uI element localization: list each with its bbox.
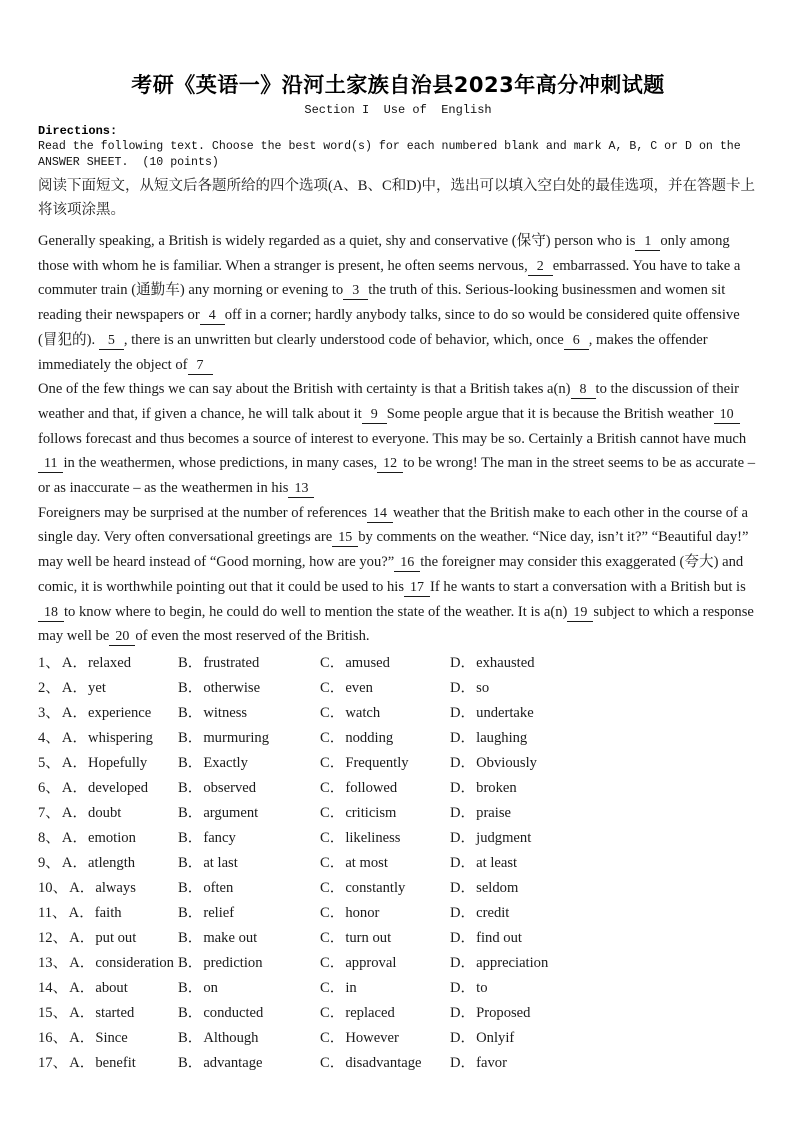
directions-heading: Directions: [38, 124, 118, 138]
option-c [320, 951, 450, 976]
option-letter: D． [450, 929, 476, 946]
option-text: praise [476, 804, 511, 821]
option-letter: B． [178, 754, 203, 771]
option-text: watch [345, 704, 381, 721]
cloze-blank-4: 4 [200, 307, 225, 325]
option-letter: D． [450, 679, 476, 696]
option-letter: C． [320, 1004, 345, 1021]
cloze-blank-13: 13 [288, 480, 314, 498]
option-letter: C． [320, 1029, 345, 1046]
question-row [38, 876, 758, 901]
question-row [38, 701, 758, 726]
question-number: 3、 [38, 704, 60, 721]
option-text: likeliness [345, 829, 401, 846]
option-d [450, 676, 758, 701]
option-a [38, 1001, 178, 1026]
option-a [38, 1026, 178, 1051]
option-d [450, 726, 758, 751]
option-letter: A． [61, 654, 88, 671]
option-letter: C． [320, 779, 345, 796]
cloze-blank-19: 19 [567, 604, 593, 622]
option-text: whispering [88, 729, 153, 746]
option-text: Since [95, 1029, 128, 1046]
option-text: murmuring [203, 729, 269, 746]
question-number: 6、 [38, 779, 60, 796]
option-c [320, 776, 450, 801]
option-letter: D． [450, 1054, 476, 1071]
option-text: Proposed [476, 1004, 531, 1021]
question-row [38, 1026, 758, 1051]
option-b [178, 676, 320, 701]
option-letter: A． [61, 754, 88, 771]
option-text: benefit [95, 1054, 136, 1071]
option-c [320, 901, 450, 926]
option-text: developed [88, 779, 149, 796]
cloze-blank-11: 11 [38, 455, 63, 473]
question-number: 12、 [38, 929, 68, 946]
option-text: always [95, 879, 136, 896]
option-letter: C． [320, 879, 345, 896]
option-text: witness [203, 704, 248, 721]
option-text: otherwise [203, 679, 261, 696]
option-text: appreciation [476, 954, 549, 971]
option-letter: B． [178, 979, 203, 996]
option-letter: B． [178, 704, 203, 721]
question-number: 9、 [38, 854, 60, 871]
option-text: Although [203, 1029, 259, 1046]
option-letter: D． [450, 729, 476, 746]
option-text: advantage [203, 1054, 263, 1071]
option-letter: A． [61, 804, 88, 821]
option-letter: C． [320, 904, 345, 921]
option-text: honor [345, 904, 380, 921]
option-text: amused [345, 654, 390, 671]
cloze-blank-5: 5 [99, 332, 124, 350]
cloze-blank-15: 15 [332, 529, 358, 547]
option-letter: D． [450, 829, 476, 846]
option-text: However [345, 1029, 399, 1046]
option-b [178, 1026, 320, 1051]
cloze-blank-12: 12 [377, 455, 403, 473]
option-text: Exactly [203, 754, 248, 771]
option-text: nodding [345, 729, 394, 746]
option-letter: C． [320, 654, 345, 671]
question-number: 1、 [38, 654, 60, 671]
question-number: 13、 [38, 954, 68, 971]
option-letter: A． [69, 879, 95, 896]
question-number: 8、 [38, 829, 60, 846]
option-letter: B． [178, 679, 203, 696]
option-letter: A． [69, 954, 95, 971]
option-text: at most [345, 854, 388, 871]
option-letter: A． [68, 904, 94, 921]
option-letter: D． [450, 779, 476, 796]
question-number: 16、 [38, 1029, 68, 1046]
option-letter: C． [320, 679, 345, 696]
option-a [38, 676, 178, 701]
option-letter: B． [178, 1054, 203, 1071]
option-c [320, 826, 450, 851]
option-text: turn out [345, 929, 392, 946]
question-number: 17、 [38, 1054, 68, 1071]
option-d [450, 1051, 758, 1076]
option-letter: A． [69, 1004, 95, 1021]
question-row [38, 851, 758, 876]
directions-english: Read the following text. Choose the best word(s) for each numbered blank and mark A, B, C or D on the ANSWER SHEET. (10 points) [38, 140, 748, 169]
option-letter: A． [61, 704, 88, 721]
question-row [38, 976, 758, 1001]
option-text: to [476, 979, 488, 996]
option-text: Frequently [345, 754, 409, 771]
question-row [38, 676, 758, 701]
option-text: in [345, 979, 357, 996]
option-a [38, 701, 178, 726]
cloze-blank-16: 16 [394, 554, 420, 572]
cloze-blank-6: 6 [564, 332, 589, 350]
question-row [38, 826, 758, 851]
option-letter: B． [178, 829, 203, 846]
option-a [38, 801, 178, 826]
option-letter: C． [320, 729, 345, 746]
option-letter: D． [450, 854, 476, 871]
passage-paragraph: One of the few things we can say about the British with certainty is that a British takes a(n) 8 to the discussion of their weather and that, if given a chance, he will talk about it 9 Some people argue that it is because the British weather 10follows forecast and thus becomes a source of interest to everyone. This may be so. Certainly a British cannot have much11 in the weathermen, whose predictions, in many cases, 12 to be wrong! The man in the street seems to be as accurate – or as inaccurate – as the weathermen in his 13 [38, 381, 756, 497]
option-d [450, 826, 758, 851]
option-b [178, 1001, 320, 1026]
cloze-blank-9: 9 [362, 406, 387, 424]
option-c [320, 976, 450, 1001]
option-d [450, 851, 758, 876]
question-row [38, 926, 758, 951]
option-letter: B． [178, 1029, 203, 1046]
option-b [178, 826, 320, 851]
option-text: consideration [95, 954, 174, 971]
option-text: conducted [203, 1004, 264, 1021]
option-text: replaced [345, 1004, 395, 1021]
option-d [450, 701, 758, 726]
page-title: 考研《英语一》沿河土家族自治县2023年高分冲刺试题 [131, 73, 665, 97]
option-text: atlength [88, 854, 136, 871]
option-letter: D． [450, 979, 476, 996]
option-letter: D． [450, 754, 476, 771]
option-text: at least [476, 854, 518, 871]
option-letter: B． [178, 954, 203, 971]
option-text: relief [203, 904, 235, 921]
question-row [38, 1001, 758, 1026]
option-letter: A． [61, 679, 88, 696]
option-text: judgment [476, 829, 532, 846]
option-b [178, 1051, 320, 1076]
option-c [320, 1026, 450, 1051]
option-text: make out [203, 929, 258, 946]
option-a [38, 901, 178, 926]
question-row [38, 901, 758, 926]
option-c [320, 726, 450, 751]
option-letter: D． [450, 954, 476, 971]
option-c [320, 701, 450, 726]
option-text: criticism [345, 804, 397, 821]
option-d [450, 976, 758, 1001]
option-a [38, 776, 178, 801]
option-a [38, 1051, 178, 1076]
question-number: 11、 [38, 904, 67, 921]
cloze-blank-2: 2 [528, 258, 553, 276]
option-letter: D． [450, 654, 476, 671]
option-b [178, 926, 320, 951]
option-letter: D． [450, 704, 476, 721]
option-text: yet [88, 679, 106, 696]
option-text: credit [476, 904, 510, 921]
option-letter: A． [69, 1029, 95, 1046]
question-number: 15、 [38, 1004, 68, 1021]
question-number: 2、 [38, 679, 60, 696]
question-row [38, 651, 758, 676]
option-b [178, 776, 320, 801]
option-letter: B． [178, 779, 203, 796]
option-text: followed [345, 779, 398, 796]
question-number: 7、 [38, 804, 60, 821]
option-d [450, 776, 758, 801]
option-text: about [95, 979, 128, 996]
option-letter: D． [450, 804, 476, 821]
option-text: constantly [345, 879, 406, 896]
option-b [178, 951, 320, 976]
option-text: find out [476, 929, 522, 946]
option-text: Onlyif [476, 1029, 515, 1046]
option-letter: B． [178, 879, 203, 896]
option-c [320, 651, 450, 676]
option-text: even [345, 679, 373, 696]
option-letter: B． [178, 654, 203, 671]
option-text: disadvantage [345, 1054, 422, 1071]
question-row [38, 801, 758, 826]
option-c [320, 1001, 450, 1026]
option-letter: A． [69, 929, 95, 946]
option-b [178, 901, 320, 926]
option-a [38, 876, 178, 901]
option-text: fancy [203, 829, 236, 846]
option-text: frustrated [203, 654, 260, 671]
option-d [450, 801, 758, 826]
option-letter: A． [61, 779, 88, 796]
option-letter: C． [320, 929, 345, 946]
cloze-blank-18: 18 [38, 604, 64, 622]
option-letter: C． [320, 829, 345, 846]
passage-paragraph: Foreigners may be surprised at the number of references 14 weather that the British make to each other in the course of a single day. Very often conversational greetings are 15 by comments on the weather. “Nice day, isn’t it?” “Beautiful day!” may well be heard instead of “Good morning, how are you?” 16 the foreigner may consider this exaggerated (夸大) and comic, it is worthwhile pointing out that it could be used to his 17 If he wants to start a conversation with a British but is18 to know where to begin, he could do well to mention the state of the weather. It is a(n) 19 subject to which a response may well be 20 of even the most reserved of the British. [38, 504, 754, 645]
cloze-blank-7: 7 [188, 357, 213, 375]
cloze-blank-10: 10 [714, 406, 740, 424]
option-letter: D． [450, 879, 476, 896]
option-letter: C． [320, 954, 345, 971]
option-text: Obviously [476, 754, 537, 771]
option-letter: C． [320, 804, 345, 821]
cloze-blank-8: 8 [571, 381, 596, 399]
option-a [38, 726, 178, 751]
option-a [38, 851, 178, 876]
cloze-blank-14: 14 [367, 505, 393, 523]
option-b [178, 751, 320, 776]
option-letter: B． [178, 729, 203, 746]
option-letter: D． [450, 904, 476, 921]
option-letter: A． [61, 729, 88, 746]
question-row [38, 951, 758, 976]
option-b [178, 801, 320, 826]
cloze-blank-20: 20 [109, 628, 135, 646]
question-row [38, 726, 758, 751]
option-d [450, 1026, 758, 1051]
option-letter: C． [320, 754, 345, 771]
option-text: on [203, 979, 218, 996]
question-number: 14、 [38, 979, 68, 996]
option-b [178, 976, 320, 1001]
option-text: often [203, 879, 234, 896]
option-text: put out [95, 929, 137, 946]
cloze-blank-1: 1 [635, 233, 660, 251]
option-letter: A． [61, 854, 88, 871]
option-c [320, 1051, 450, 1076]
option-text: prediction [203, 954, 263, 971]
option-a [38, 951, 178, 976]
option-c [320, 801, 450, 826]
option-d [450, 926, 758, 951]
option-text: experience [88, 704, 152, 721]
option-text: emotion [88, 829, 136, 846]
option-letter: B． [178, 904, 203, 921]
option-b [178, 851, 320, 876]
question-number: 4、 [38, 729, 60, 746]
option-letter: B． [178, 854, 203, 871]
option-letter: A． [69, 1054, 95, 1071]
option-b [178, 701, 320, 726]
option-letter: B． [178, 929, 203, 946]
option-b [178, 726, 320, 751]
option-text: at last [203, 854, 238, 871]
option-letter: B． [178, 804, 203, 821]
option-letter: C． [320, 979, 345, 996]
option-letter: C． [320, 1054, 345, 1071]
option-a [38, 826, 178, 851]
option-text: Hopefully [88, 754, 148, 771]
question-row [38, 751, 758, 776]
cloze-blank-3: 3 [343, 282, 368, 300]
option-d [450, 1001, 758, 1026]
option-a [38, 926, 178, 951]
option-text: undertake [476, 704, 534, 721]
option-d [450, 751, 758, 776]
section-heading: Section I Use of English [304, 103, 492, 117]
option-a [38, 751, 178, 776]
option-text: started [95, 1004, 135, 1021]
option-d [450, 876, 758, 901]
option-text: favor [476, 1054, 507, 1071]
option-letter: A． [69, 979, 95, 996]
option-text: broken [476, 779, 517, 796]
option-letter: D． [450, 1004, 476, 1021]
questions-list [38, 651, 758, 1076]
option-text: doubt [88, 804, 122, 821]
passage-paragraph: Generally speaking, a British is widely regarded as a quiet, shy and conservative (保守) person who is 1 only among those with whom he is familiar. When a stranger is present, he often seems nervous, 2 embarrassed. You have to take a commuter train (通勤车) any morning or evening to 3 the truth of this. Serious-looking businessmen and women sit reading their newspapers or 4 off in a corner; hardly anybody talks, since to do so would be considered quite offensive (冒犯的). 5 , there is an unwritten but clearly understood code of behavior, which, once 6 , makes the offender immediately the object of 7 [38, 233, 741, 373]
option-text: observed [203, 779, 257, 796]
option-letter: B． [178, 1004, 203, 1021]
option-text: faith [94, 904, 122, 921]
option-d [450, 651, 758, 676]
option-c [320, 851, 450, 876]
option-text: seldom [476, 879, 519, 896]
option-text: approval [345, 954, 397, 971]
option-d [450, 951, 758, 976]
passage [38, 229, 758, 649]
option-b [178, 876, 320, 901]
option-text: so [476, 679, 490, 696]
option-letter: C． [320, 704, 345, 721]
question-row [38, 1051, 758, 1076]
option-text: relaxed [88, 654, 131, 671]
directions-chinese: 阅读下面短文，从短文后各题所给的四个选项(A、B、C和D)中，选出可以填入空白处的最佳选项，并在答题卡上将该项涂黑。 [38, 178, 755, 218]
option-a [38, 651, 178, 676]
option-letter: D． [450, 1029, 476, 1046]
option-letter: A． [61, 829, 88, 846]
option-a [38, 976, 178, 1001]
option-d [450, 901, 758, 926]
option-letter: C． [320, 854, 345, 871]
option-c [320, 926, 450, 951]
question-number: 5、 [38, 754, 60, 771]
option-text: exhausted [476, 654, 535, 671]
cloze-blank-17: 17 [404, 579, 430, 597]
option-text: laughing [476, 729, 528, 746]
option-b [178, 651, 320, 676]
question-number: 10、 [38, 879, 68, 896]
option-c [320, 751, 450, 776]
option-c [320, 876, 450, 901]
option-c [320, 676, 450, 701]
question-row [38, 776, 758, 801]
option-text: argument [203, 804, 259, 821]
